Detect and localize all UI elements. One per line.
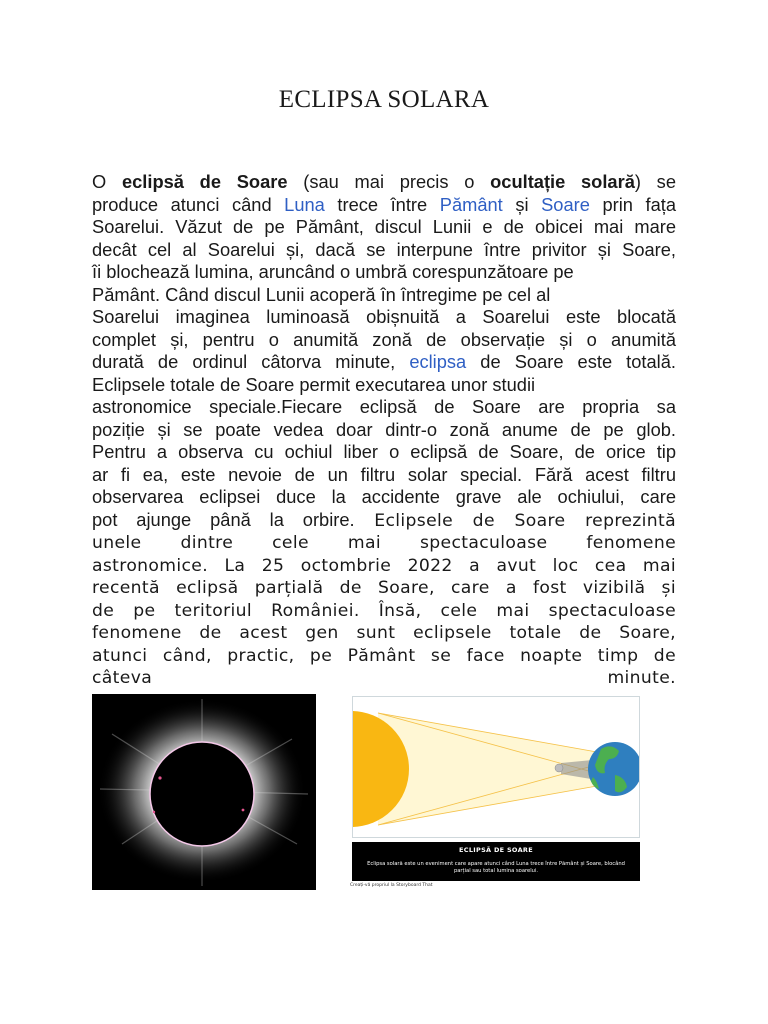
moon-icon (555, 764, 563, 772)
document-title: ECLIPSA SOLARA (278, 86, 490, 113)
storyboard-credit[interactable]: Creați-vă propriul la Storyboard That (350, 883, 433, 888)
text-line: Soarelui. Văzut de pe Pământ, discul Lunii e de obicei mai mare (92, 216, 676, 237)
text-line: unele dintre cele mai spectaculoase fenomene (92, 533, 676, 553)
eclipse-photo (92, 694, 316, 890)
text-line: Soarelui imaginea luminoasă obișnuită a Soarelui este blocată (92, 306, 676, 327)
bold-term-eclipse: eclipsă de Soare (121, 171, 288, 192)
text-line: O eclipsă de Soare (sau mai precis o ocultație solară) se (92, 171, 676, 192)
text-line: fenomene de acest gen sunt eclipsele totale de Soare, (92, 623, 676, 643)
text-line: complet și, pentru o anumită zonă de observație și o anumită (92, 328, 676, 350)
figure-caption (352, 842, 640, 881)
text-line: Eclipsele totale de Soare permit executarea unor studii (92, 373, 536, 395)
link-eclipsa[interactable]: eclipsa (409, 351, 467, 372)
text-line: recentă eclipsă parțială de Soare, care a fost vizibilă și (92, 578, 676, 598)
link-luna[interactable]: Luna (284, 193, 325, 215)
text-line: poziție și se poate vedea doar dintr-o zonă anume de pe glob. (92, 418, 676, 440)
text-line: observarea eclipsei duce la accidente grave ale ochiului, care (92, 486, 676, 507)
text-line: îi blochează lumina, aruncând o umbră corespunzătoare pe (92, 261, 574, 282)
text-line: produce atunci când Luna trece între Pământ și Soare prin fața (92, 193, 676, 215)
text-line: astronomice. La 25 octombrie 2022 a avut loc cea mai (92, 555, 676, 576)
text-line: decât cel al Soarelui și, dacă se interpune între privitor și Soare, (92, 238, 676, 260)
text-line: astronomice speciale.Fiecare eclipsă de Soare are propria sa (92, 396, 676, 417)
text-line: durată de ordinul câtorva minute, eclipsa de Soare este totală. (92, 351, 676, 372)
bold-term-occultation: ocultație solară (490, 171, 635, 192)
text-line: câteva minute. (92, 668, 676, 688)
text-line: Pământ. Când discul Lunii acoperă în întregime pe cel al (92, 283, 551, 305)
link-soare[interactable]: Soare (541, 193, 590, 215)
text-line: atunci când, practic, pe Pământ se face noapte timp de (92, 645, 676, 666)
eclipse-diagram (352, 696, 640, 838)
sun-moon-earth-diagram (353, 697, 640, 838)
caption-title: ECLIPSĂ DE SOARE (459, 846, 533, 854)
eclipse-corona-image (92, 694, 316, 890)
text-line: ar fi ea, este nevoie de un filtru solar special. Fără acest filtru (92, 463, 676, 485)
link-pamant[interactable]: Pământ (439, 193, 503, 215)
text-line: pot ajunge până la orbire. Eclipsele de Soare reprezintă (92, 508, 677, 531)
caption-text: Eclipsa solară este un eveniment care apare atunci când Luna trece între Pământ și Soare, blocând parțial sau total lumina soarelui. (367, 861, 625, 874)
article-paragraph (92, 171, 676, 690)
text-line: Pentru a observa cu ochiul liber o eclipsă de Soare, de orice tip (92, 441, 676, 462)
text-line: de pe teritoriul României. Însă, cele mai spectaculoase (92, 600, 676, 621)
